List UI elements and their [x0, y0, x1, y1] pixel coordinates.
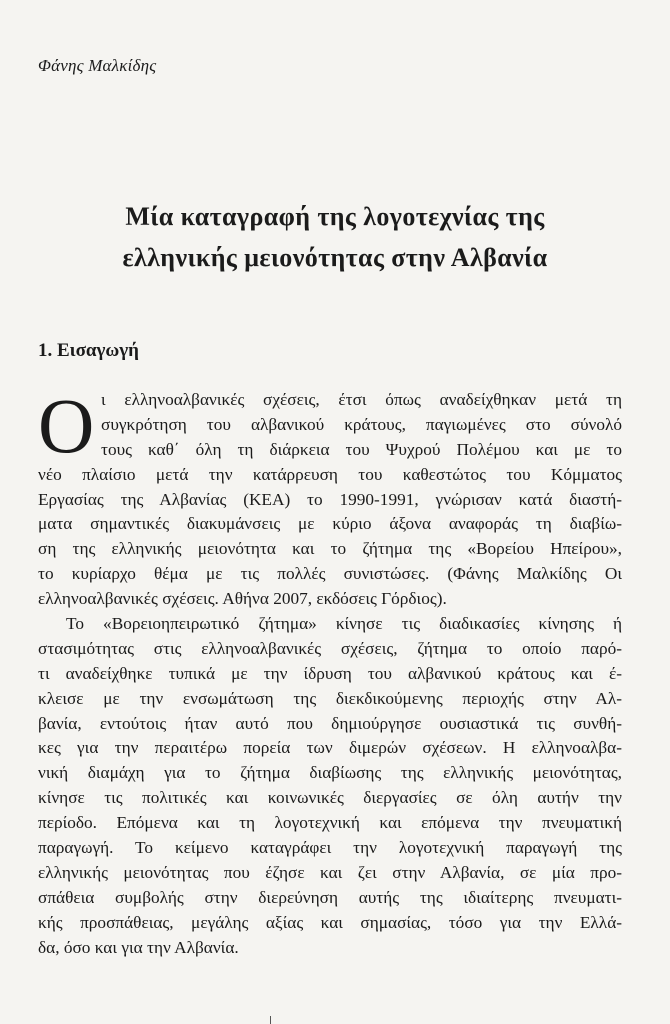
text-line: στασιμότητας στις ελληνοαλβανικές σχέσεις, ζήτημα το οποίο παρό- [38, 638, 622, 658]
text-line: νική διαμάχη για το ζήτημα διαβίωσης της ελληνικής μειονότητας, [38, 763, 622, 783]
article-title [0, 196, 670, 278]
text-line: το κυρίαρχο θέμα με τις πολλές συνιστώσες. (Φάνης Μαλκίδης Οι [38, 564, 622, 584]
text-line: Εργασίας της Αλβανίας (ΚΕΑ) το 1990-1991, γνώρισαν κατά διαστή- [38, 489, 622, 509]
paragraph-2 [38, 612, 622, 960]
text-line: περίοδο. Επόμενα και τη λογοτεχνική και επόμενα την πνευματική [38, 813, 622, 833]
text-line: νέο πλαίσιο μετά την κατάρρευση του καθεστώτος του Κόμματος [38, 464, 622, 484]
text-line: παραγωγή. Το κείμενο καταγράφει την λογοτεχνική παραγωγή της [38, 838, 622, 858]
article-title-line-2: ελληνικής μειονότητας στην Αλβανία [122, 243, 548, 272]
text-line: τι αναδείχθηκε τυπικά με την ίδρυση του αλβανικού κράτους και έ- [38, 663, 622, 683]
text-line: Το «Βορειοηπειρωτικό ζήτημα» κίνησε τις διαδικασίες κίνησης ή [66, 614, 622, 634]
text-line: τους καθ΄ όλη τη διάρκεια του Ψυχρού Πολέμου και με το [101, 439, 622, 459]
text-line: δα, όσο και για την Αλβανία. [38, 937, 239, 957]
text-line: κες για την περαιτέρω πορεία των διμερών σχέσεων. Η ελληνοαλβα- [38, 738, 622, 758]
page-edge-mark [270, 1016, 271, 1024]
text-line: ση της ελληνικής μειονότητα και το ζήτημα της «Βορείου Ηπείρου», [38, 539, 622, 559]
text-line: κλεισε με την ενσωμάτωση της διεκδικούμενης περιοχής στην Αλ- [38, 688, 622, 708]
text-line: ματα σημαντικές διακυμάνσεις με κύριο άξονα αναφοράς τη διαβίω- [38, 514, 622, 534]
text-line: ελληνοαλβανικές σχέσεις. Αθήνα 2007, εκδόσεις Γόρδιος). [38, 589, 447, 609]
text-line: κής προσπάθειας, μεγάλης αξίας και σημασίας, τόσο για την Ελλά- [38, 912, 622, 932]
text-line: συγκρότηση του αλβανικού κράτους, παγιωμένες στο σύνολό [101, 414, 622, 434]
text-line: σπάθεια συμβολής στην διερεύνηση αυτής της ιδιαίτερης πνευματι- [38, 887, 622, 907]
text-line: κίνησε τις πολιτικές και κοινωνικές διεργασίες σε όλη αυτήν την [38, 788, 622, 808]
text-line: βανία, εντούτοις ήταν αυτό που δημιούργησε ουσιαστικά τις συνθή- [38, 713, 622, 733]
running-head: Φάνης Μαλκίδης [38, 56, 157, 75]
article-title-line-1: Μία καταγραφή της λογοτεχνίας της [125, 202, 545, 231]
body-text [38, 382, 622, 960]
text-line: ι ελληνοαλβανικές σχέσεις, έτσι όπως αναδείχθηκαν μετά τη [101, 390, 622, 409]
section-heading: 1. Εισαγωγή [38, 340, 139, 361]
drop-cap: Ο [38, 382, 95, 469]
paragraph-1 [38, 382, 622, 612]
text-line: ελληνικής μειονότητας που έζησε και ζει στην Αλβανία, σε μία προ- [38, 862, 622, 882]
